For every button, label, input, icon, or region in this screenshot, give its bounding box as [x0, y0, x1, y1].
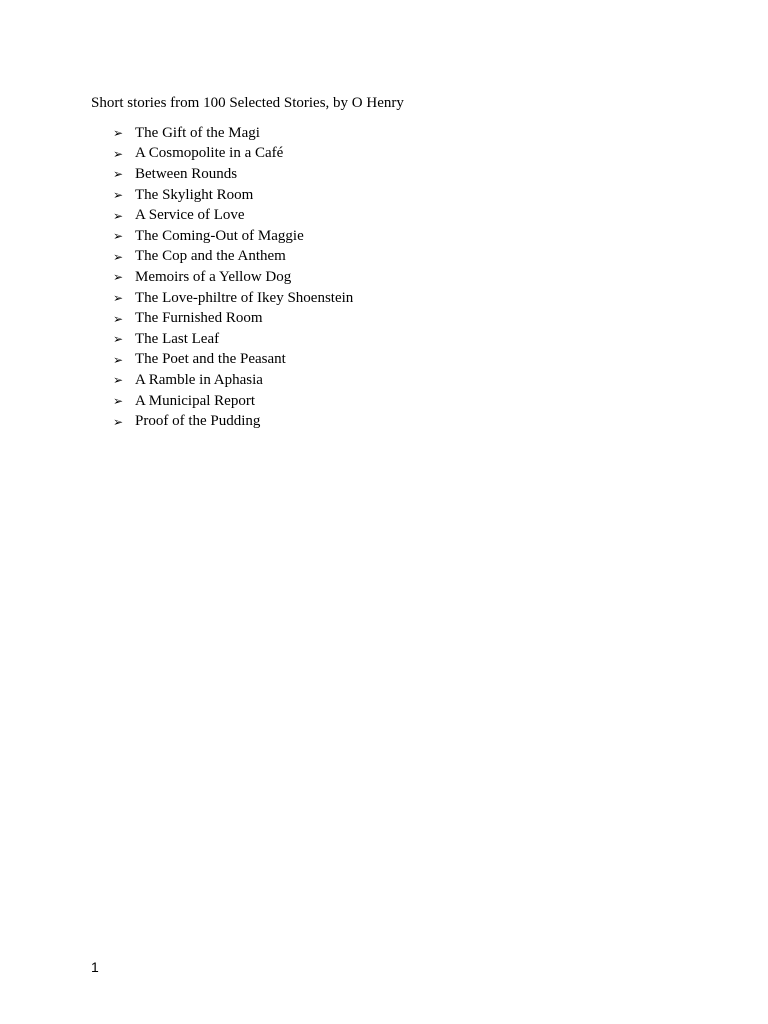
- list-item: [113, 226, 353, 247]
- document-heading: Short stories from 100 Selected Stories, by O Henry: [91, 95, 404, 111]
- list-item: [113, 185, 353, 206]
- arrowhead-bullet-icon: ➢: [113, 146, 124, 161]
- arrowhead-bullet-icon: ➢: [113, 167, 124, 182]
- list-item: [113, 267, 353, 288]
- story-title: The Poet and the Peasant: [135, 351, 286, 368]
- story-title: A Service of Love: [135, 207, 245, 224]
- story-title: A Ramble in Aphasia: [135, 371, 263, 388]
- list-item: [113, 370, 353, 391]
- story-title: A Municipal Report: [135, 392, 255, 409]
- arrowhead-bullet-icon: ➢: [113, 394, 124, 409]
- story-title: Memoirs of a Yellow Dog: [135, 268, 292, 285]
- arrowhead-bullet-icon: ➢: [113, 188, 124, 203]
- list-item: [113, 391, 353, 412]
- arrowhead-bullet-icon: ➢: [113, 249, 124, 264]
- arrowhead-bullet-icon: ➢: [113, 332, 124, 347]
- story-title: The Love-philtre of Ikey Shoenstein: [135, 289, 354, 306]
- story-title: Between Rounds: [135, 165, 238, 182]
- story-title: A Cosmopolite in a Café: [135, 145, 284, 162]
- story-list: [113, 123, 353, 432]
- arrowhead-bullet-icon: ➢: [113, 291, 124, 306]
- story-title: The Skylight Room: [135, 186, 254, 203]
- story-title: The Cop and the Anthem: [135, 248, 286, 265]
- list-item: [113, 411, 353, 432]
- arrowhead-bullet-icon: ➢: [113, 126, 124, 141]
- arrowhead-bullet-icon: ➢: [113, 208, 124, 223]
- arrowhead-bullet-icon: ➢: [113, 270, 124, 285]
- story-title: The Coming-Out of Maggie: [135, 227, 304, 244]
- list-item: [113, 308, 353, 329]
- story-title: The Gift of the Magi: [135, 124, 260, 141]
- arrowhead-bullet-icon: ➢: [113, 229, 124, 244]
- arrowhead-bullet-icon: ➢: [113, 373, 124, 388]
- list-item: [113, 350, 353, 371]
- list-item: [113, 123, 353, 144]
- story-title: The Furnished Room: [135, 310, 263, 327]
- arrowhead-bullet-icon: ➢: [113, 352, 124, 367]
- page-number: 1: [91, 959, 99, 975]
- arrowhead-bullet-icon: ➢: [113, 311, 124, 326]
- story-title: The Last Leaf: [135, 330, 220, 347]
- arrowhead-bullet-icon: ➢: [113, 414, 124, 429]
- list-item: [113, 164, 353, 185]
- list-item: [113, 205, 353, 226]
- list-item: [113, 144, 353, 165]
- list-item: [113, 288, 353, 309]
- list-item: [113, 247, 353, 268]
- story-title: Proof of the Pudding: [135, 413, 261, 430]
- list-item: [113, 329, 353, 350]
